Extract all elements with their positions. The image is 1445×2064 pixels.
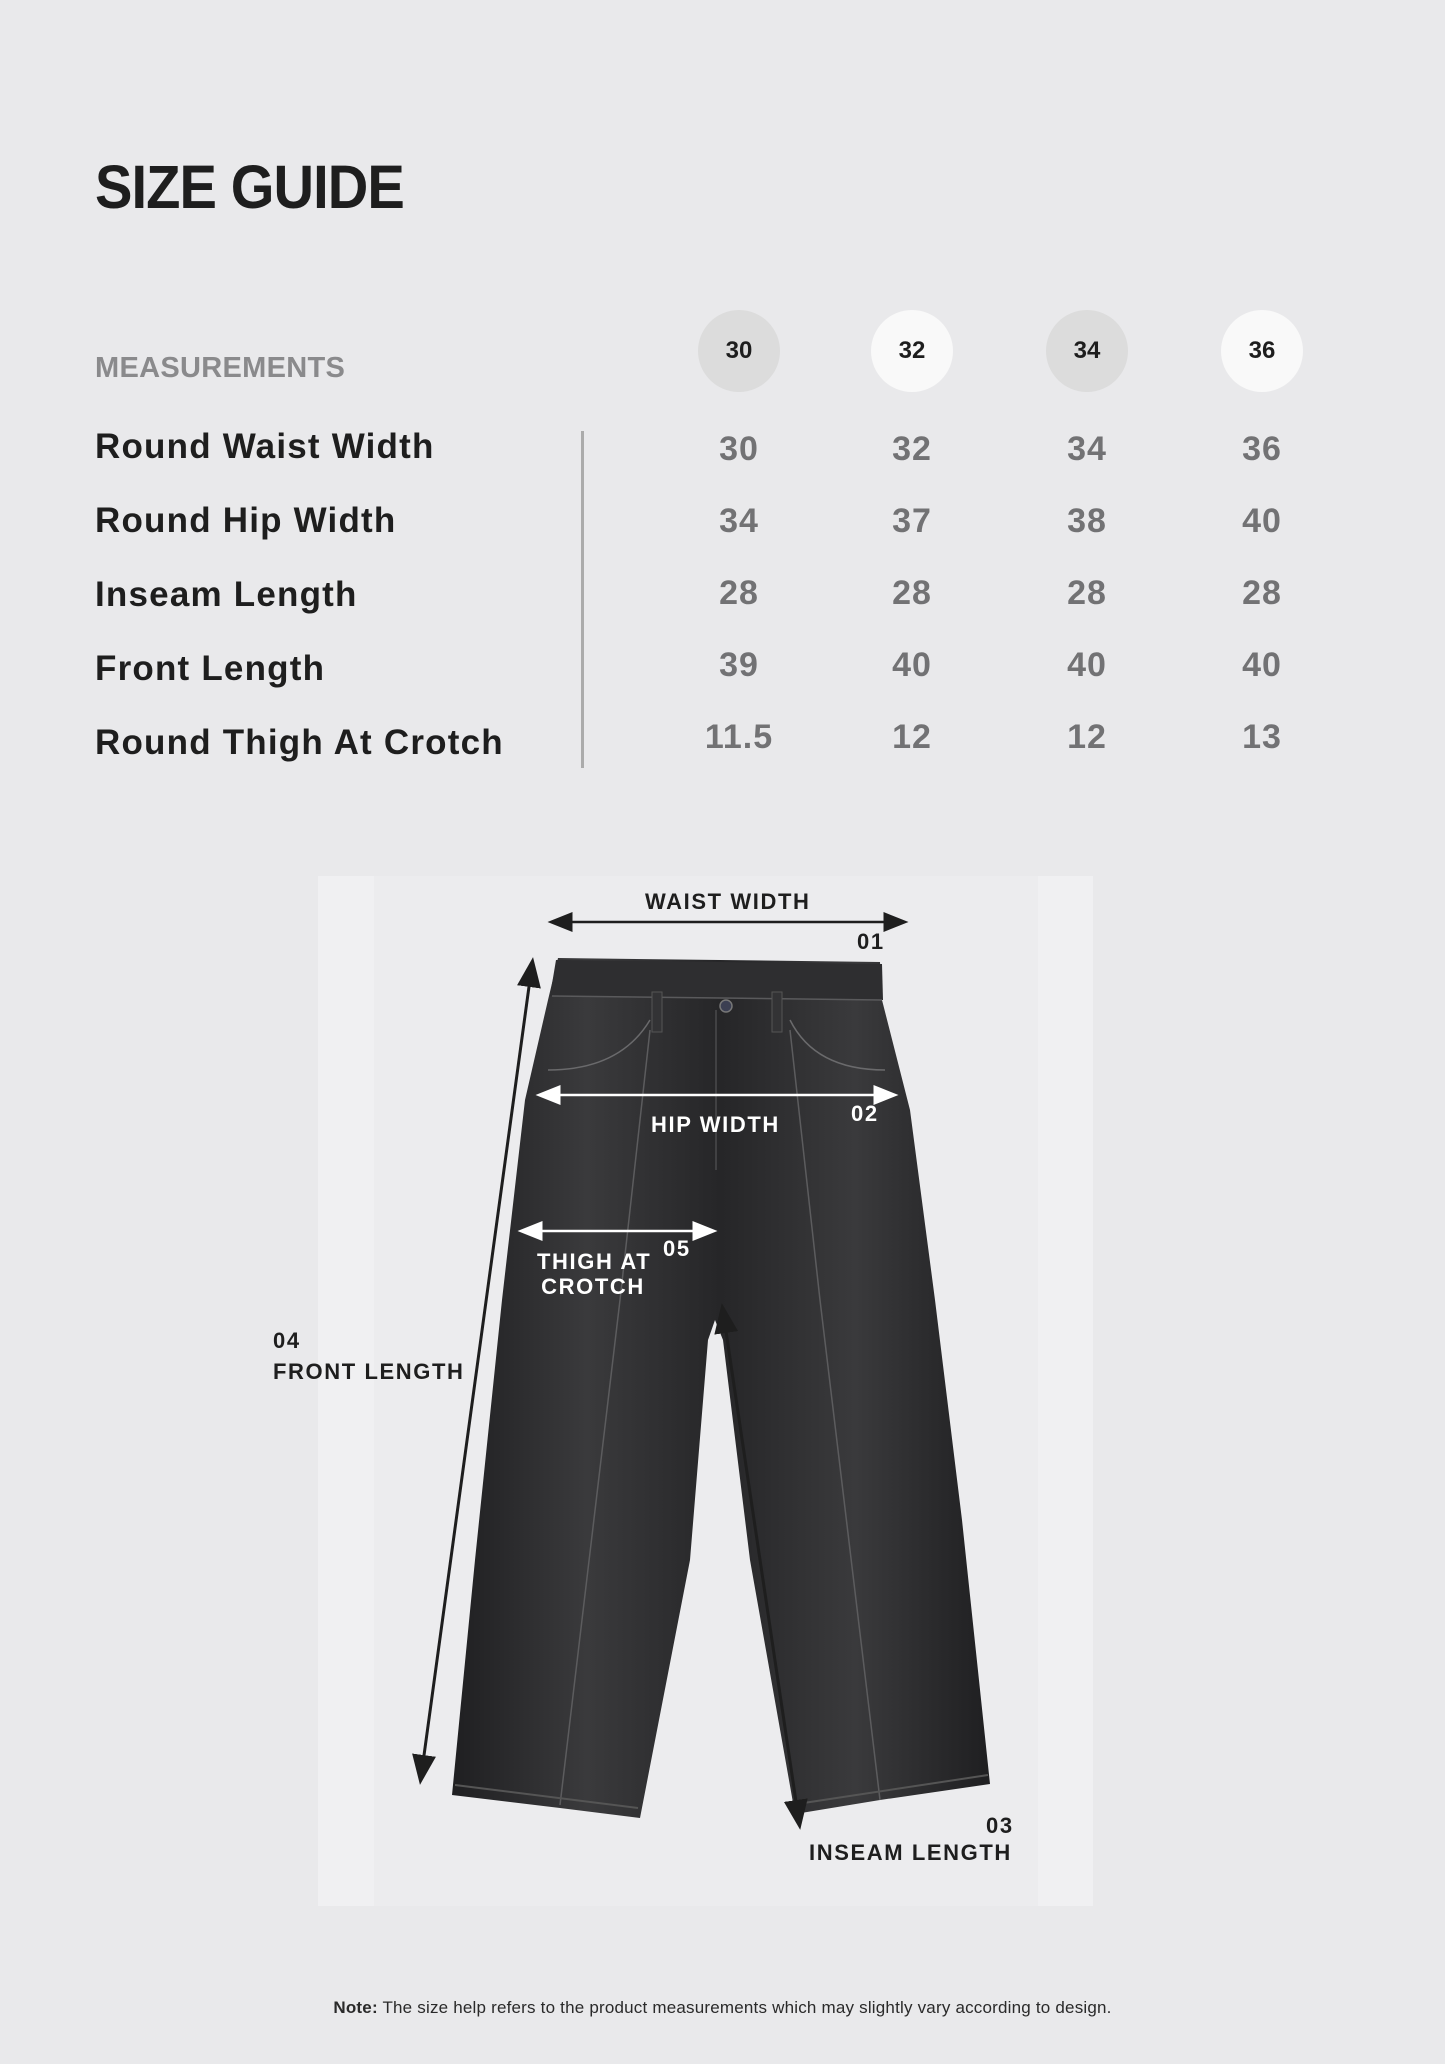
row-value: 34	[1067, 430, 1107, 468]
row-label: Front Length	[95, 649, 326, 688]
front-length-number: 04	[273, 1328, 301, 1353]
size-label: 34	[1073, 337, 1101, 364]
row-label: Round Hip Width	[95, 501, 397, 540]
size-label: 32	[898, 337, 926, 364]
row-value: 13	[1242, 718, 1282, 756]
row-value: 40	[1067, 646, 1107, 684]
row-value: 28	[1067, 574, 1107, 612]
row-value: 40	[1242, 502, 1282, 540]
row-label: Round Waist Width	[95, 427, 435, 466]
waist-width-label: WAIST WIDTH	[645, 889, 811, 914]
thigh-label	[537, 1249, 652, 1300]
hip-width-number: 02	[851, 1101, 879, 1126]
note-prefix: Note:	[333, 1998, 378, 2017]
thigh-label-line1: THIGH AT	[537, 1249, 652, 1274]
thigh-label-line2: CROTCH	[541, 1274, 645, 1300]
size-label: 30	[725, 337, 753, 364]
jeans-image	[452, 958, 990, 1818]
row-value: 37	[892, 502, 932, 540]
row-label: Round Thigh At Crotch	[95, 723, 504, 762]
row-value: 32	[892, 430, 932, 468]
measurements-header: MEASUREMENTS	[95, 352, 346, 384]
inseam-length-number: 03	[986, 1813, 1014, 1838]
row-label: Inseam Length	[95, 575, 358, 614]
row-value: 40	[1242, 646, 1282, 684]
row-value: 28	[719, 574, 759, 612]
row-value: 30	[719, 430, 759, 468]
row-value: 28	[1242, 574, 1282, 612]
waist-width-number: 01	[857, 929, 885, 954]
row-value: 12	[892, 718, 932, 756]
page-title: SIZE GUIDE	[95, 153, 404, 221]
footnote	[0, 1998, 1445, 2018]
row-value: 36	[1242, 430, 1282, 468]
note-text: The size help refers to the product measurements which may slightly vary according to design.	[377, 1998, 1112, 2017]
row-value: 40	[892, 646, 932, 684]
row-value: 28	[892, 574, 932, 612]
row-value: 11.5	[704, 718, 774, 756]
row-value: 34	[719, 502, 759, 540]
inseam-length-label: INSEAM LENGTH	[809, 1840, 1012, 1865]
row-value: 38	[1067, 502, 1107, 540]
front-length-label: FRONT LENGTH	[273, 1359, 465, 1384]
row-value: 39	[719, 646, 759, 684]
hip-width-label: HIP WIDTH	[651, 1112, 780, 1137]
row-value: 12	[1067, 718, 1107, 756]
size-label: 36	[1248, 337, 1276, 364]
thigh-number: 05	[663, 1236, 691, 1261]
